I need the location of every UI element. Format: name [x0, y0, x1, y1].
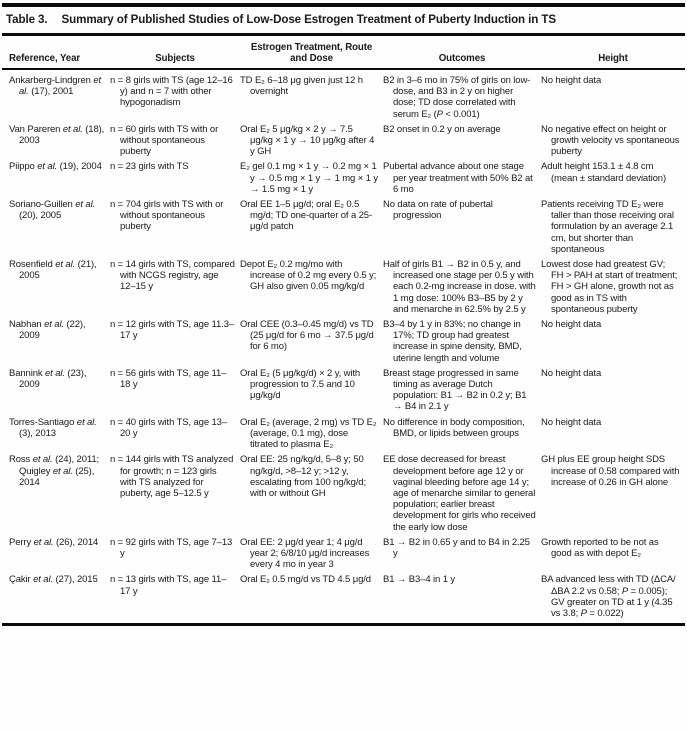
subjects-cell: n = 14 girls with TS, compared with NCGS registry, age 12–15 y	[110, 259, 235, 293]
outcomes-cell: B3–4 by 1 y in 83%; no change in 17%; TD group had greatest increase in spine density, BMD, uterine length and volume	[383, 319, 522, 364]
reference-cell: Çakir et al. (27), 2015	[9, 574, 98, 586]
table-row	[2, 316, 685, 365]
height-cell: No height data	[541, 319, 602, 331]
outcomes-cell: B2 onset in 0.2 y on average	[383, 123, 501, 135]
outcomes-cell: Breast stage progressed in same timing as average Dutch population: B1 → B2 in 0.2 y; B1 → B4 in 2.1 y	[383, 367, 527, 413]
subjects-cell: n = 13 girls with TS, age 11–17 y	[110, 574, 227, 597]
treatment-cell: Oral E₂ (average, 2 mg) vs TD E₂ (average, 0.1 mg), dose titrated to plasma E₂	[240, 416, 377, 451]
height-cell: Patients receiving TD E₂ were taller than those receiving oral formulation by an average 2.1 cm, but shorter than spontaneous	[541, 199, 674, 255]
table-row	[2, 451, 685, 533]
outcomes-cell: B2 in 3–6 mo in 75% of girls on low-dose, and B3 in 2 y on higher dose; TD dose correlated with serum E₂ (P < 0.001)	[383, 75, 531, 120]
table-number: Table 3.	[6, 13, 48, 26]
treatment-cell: E₂ gel 0.1 mg × 1 y → 0.2 mg × 1 y → 0.5 mg × 1 y → 1 mg × 1 y → 1.5 mg × 1 y	[240, 161, 378, 195]
outcomes-cell: Half of girls B1 → B2 in 0.5 y, and increased one stage per 0.5 y with each 0.2-mg increase in dose. with 1 mg dose: 100% B3–B5 by 2 y and menarche in 62.5% by 2.5 y	[383, 259, 536, 315]
reference-cell: Ankarberg-Lindgren et al. (17), 2001	[9, 75, 102, 98]
height-cell: GH plus EE group height SDS increase of 0.58 compared with increase of 0.26 in GH alone	[541, 454, 680, 488]
treatment-cell: Oral E₂ (5 μg/kg/d) × 2 y, with progression to 7.5 and 10 μg/kg/d	[240, 367, 361, 402]
treatment-cell: Oral E₂ 0.5 mg/d vs TD 4.5 μg/d	[240, 574, 371, 586]
height-cell: No height data	[541, 367, 602, 379]
subjects-cell: n = 12 girls with TS, age 11.3–17 y	[110, 319, 234, 342]
studies-table-body	[2, 69, 685, 623]
outcomes-cell: B1 → B2 in 0.65 y and to B4 in 2.25 y	[383, 536, 530, 559]
table-row	[2, 121, 685, 159]
height-cell: Lowest dose had greatest GV; FH > PAH at start of treatment; FH > GH alone, growth not as good as in TS with spontaneous puberty	[541, 259, 678, 315]
subjects-cell: n = 144 girls with TS analyzed for growth; n = 123 girls with TS analyzed for puberty, age 5–12.5 y	[110, 454, 234, 499]
column-header-height: Height	[541, 36, 685, 69]
subjects-cell: n = 40 girls with TS, age 13–20 y	[110, 416, 228, 439]
table-row	[2, 414, 685, 452]
treatment-cell: TD E₂ 6–18 μg given just 12 h overnight	[240, 75, 363, 98]
height-cell: No height data	[541, 75, 602, 86]
subjects-cell: n = 92 girls with TS, age 7–13 y	[110, 536, 233, 559]
subjects-cell: n = 56 girls with TS, age 11–18 y	[110, 367, 227, 391]
reference-cell: Nabhan et al. (22), 2009	[9, 319, 86, 342]
studies-table	[2, 36, 685, 623]
treatment-cell: Oral EE: 2 μg/d year 1; 4 μg/d year 2; 6/8/10 μg/d increases every 4 mo in year 3	[240, 536, 370, 571]
table-row	[2, 158, 685, 196]
table-row	[2, 365, 685, 414]
reference-cell: Rosenfield et al. (21), 2005	[9, 259, 97, 282]
outcomes-cell: No difference in body composition, BMD, or lipids between groups	[383, 416, 525, 439]
table-row	[2, 256, 685, 316]
table-row	[2, 534, 685, 572]
treatment-cell: Oral EE 1–5 μg/d; oral E₂ 0.5 mg/d; TD one-quarter of a 25-μg/d patch	[240, 199, 373, 233]
reference-cell: Bannink et al. (23), 2009	[9, 367, 87, 391]
outcomes-cell: Pubertal advance about one stage per year treatment with 50% B2 at 6 mo	[383, 161, 533, 195]
reference-cell: Van Pareren et al. (18), 2003	[9, 123, 105, 147]
treatment-cell: Oral CEE (0.3–0.45 mg/d) vs TD (25 μg/d for 6 mo → 37.5 μg/d for 6 mo)	[240, 319, 374, 353]
height-cell: BA advanced less with TD (ΔCA/ΔBA 2.2 vs 0.58; P = 0.005); GV greater on TD at 1 y (4.35 vs 3.8; P = 0.022)	[541, 574, 676, 619]
reference-cell: Piippo et al. (19), 2004	[9, 161, 102, 173]
table-row	[2, 69, 685, 121]
bottom-rule	[2, 623, 685, 626]
column-header-estrogen-treatment: Estrogen Treatment, Route and Dose	[240, 36, 383, 69]
outcomes-cell: EE dose decreased for breast development before age 12 y or vaginal bleeding before age 14 y; age of menarche similar to general population; earlier breast development for girls who received the early low dose	[383, 454, 536, 533]
reference-cell: Torres-Santiago et al. (3), 2013	[9, 416, 97, 439]
reference-cell: Perry et al. (26), 2014	[9, 536, 99, 548]
table-caption: Summary of Published Studies of Low-Dose Estrogen Treatment of Puberty Induction in TS	[61, 13, 557, 26]
table-title	[0, 7, 687, 33]
treatment-cell: Depot E₂ 0.2 mg/mo with increase of 0.2 mg every 0.5 y; GH also given 0.05 mg/kg/d	[240, 259, 377, 293]
column-header-outcomes: Outcomes	[383, 36, 541, 69]
column-header-reference-year: Reference, Year	[2, 36, 110, 69]
subjects-cell: n = 60 girls with TS with or without spontaneous puberty	[110, 123, 219, 158]
reference-cell: Soriano-Guillen et al. (20), 2005	[9, 199, 96, 222]
table-row	[2, 571, 685, 623]
header-row	[2, 36, 685, 69]
subjects-cell: n = 8 girls with TS (age 12–16 y) and n = 7 with other hypogonadism	[110, 75, 233, 109]
treatment-cell: Oral E₂ 5 μg/kg × 2 y → 7.5 μg/kg × 1 y → 10 μg/kg after 4 y GH	[240, 123, 375, 158]
table-row	[2, 196, 685, 256]
subjects-cell: n = 23 girls with TS	[110, 161, 189, 173]
height-cell: Growth reported to be not as good as with depot E₂	[541, 536, 659, 559]
height-cell: No negative effect on height or growth velocity vs spontaneous puberty	[541, 123, 680, 158]
reference-cell: Ross et al. (24), 2011; Quigley et al. (25), 2014	[9, 454, 100, 488]
treatment-cell: Oral EE: 25 ng/kg/d, 5–8 y; 50 ng/kg/d, >8–12 y; >12 y, escalating from 100 ng/kg/d; with or without GH	[240, 454, 366, 499]
outcomes-cell: No data on rate of pubertal progression	[383, 199, 493, 222]
column-header-subjects: Subjects	[110, 36, 240, 69]
height-cell: No height data	[541, 416, 602, 428]
subjects-cell: n = 704 girls with TS with or without spontaneous puberty	[110, 199, 224, 233]
outcomes-cell: B1 → B3–4 in 1 y	[383, 574, 456, 586]
height-cell: Adult height 153.1 ± 4.8 cm (mean ± standard deviation)	[541, 161, 666, 184]
